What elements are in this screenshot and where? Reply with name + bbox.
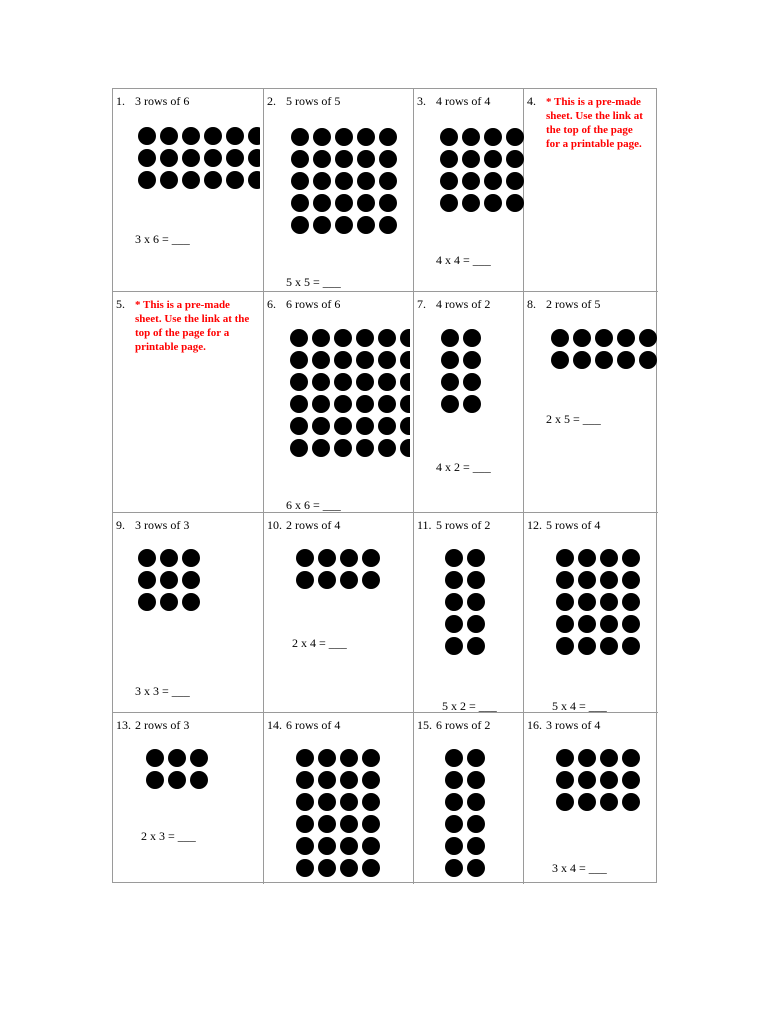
problem-title: 6 rows of 2	[436, 718, 491, 732]
dot	[362, 793, 380, 811]
dot	[312, 329, 330, 347]
dot	[400, 439, 410, 457]
dot	[318, 837, 336, 855]
problem-title: 2 rows of 5	[546, 297, 601, 311]
problem-number: 7.	[417, 297, 426, 311]
problem-number: 1.	[116, 94, 125, 108]
problem-number: 5.	[116, 297, 125, 311]
dot	[445, 771, 463, 789]
dot	[622, 571, 640, 589]
dot	[334, 417, 352, 435]
multiplication-equation: 3 x 3 = ___	[135, 684, 190, 698]
dot	[622, 549, 640, 567]
dot	[146, 771, 164, 789]
worksheet-grid	[112, 88, 657, 883]
dot	[378, 351, 396, 369]
dot	[335, 128, 353, 146]
dot	[182, 171, 200, 189]
dot	[296, 771, 314, 789]
problem-title: 3 rows of 6	[135, 94, 190, 108]
dot	[445, 571, 463, 589]
dot	[160, 593, 178, 611]
dot	[379, 128, 397, 146]
dot	[334, 395, 352, 413]
dot	[639, 351, 657, 369]
dot-array	[445, 749, 485, 877]
dot-array	[551, 329, 657, 369]
problem-number: 4.	[527, 94, 536, 108]
dot	[160, 549, 178, 567]
problem-title: 4 rows of 4	[436, 94, 491, 108]
dot	[445, 859, 463, 877]
dot	[340, 793, 358, 811]
problem-cell-6	[264, 292, 414, 513]
dot	[639, 329, 657, 347]
dot	[313, 150, 331, 168]
problem-number: 12.	[527, 518, 542, 532]
dot	[182, 549, 200, 567]
dot	[467, 837, 485, 855]
dot	[551, 329, 569, 347]
dot	[445, 815, 463, 833]
dot	[400, 351, 410, 369]
dot	[400, 395, 410, 413]
dot	[340, 815, 358, 833]
dot	[378, 395, 396, 413]
dot	[334, 439, 352, 457]
problem-number: 10.	[267, 518, 282, 532]
dot	[467, 815, 485, 833]
problem-title: 3 rows of 3	[135, 518, 190, 532]
dot	[445, 749, 463, 767]
premade-sheet-notice: * This is a pre-made sheet. Use the link at the top of the page for a printable page.	[135, 299, 250, 353]
dot	[356, 351, 374, 369]
problem-cell-16	[524, 713, 658, 884]
dot	[378, 329, 396, 347]
problem-title: 5 rows of 2	[436, 518, 491, 532]
dot	[248, 149, 260, 167]
problem-number: 13.	[116, 718, 131, 732]
dot	[226, 171, 244, 189]
dot	[138, 149, 156, 167]
dot	[379, 194, 397, 212]
dot	[362, 815, 380, 833]
dot	[578, 749, 596, 767]
dot	[556, 593, 574, 611]
dot	[357, 128, 375, 146]
dot	[400, 373, 410, 391]
dot	[467, 637, 485, 655]
dot	[146, 749, 164, 767]
dot	[296, 815, 314, 833]
dot	[296, 749, 314, 767]
multiplication-equation: 4 x 4 = ___	[436, 253, 491, 267]
dot	[290, 373, 308, 391]
dot	[291, 128, 309, 146]
dot	[290, 417, 308, 435]
dot	[484, 172, 502, 190]
dot	[190, 749, 208, 767]
dot	[190, 771, 208, 789]
dot	[441, 351, 459, 369]
dot	[467, 615, 485, 633]
dot	[556, 549, 574, 567]
problem-number: 9.	[116, 518, 125, 532]
dot	[617, 329, 635, 347]
dot	[467, 593, 485, 611]
dot	[168, 771, 186, 789]
dot	[182, 593, 200, 611]
dot	[600, 549, 618, 567]
dot	[356, 439, 374, 457]
problem-title: 6 rows of 6	[286, 297, 341, 311]
dot	[595, 351, 613, 369]
dot	[622, 749, 640, 767]
dot	[318, 571, 336, 589]
dot	[290, 329, 308, 347]
dot	[160, 571, 178, 589]
dot	[622, 793, 640, 811]
multiplication-equation: 5 x 5 = ___	[286, 275, 341, 289]
dot	[440, 194, 458, 212]
dot	[463, 329, 481, 347]
dot	[506, 128, 524, 146]
problem-number: 8.	[527, 297, 536, 311]
dot	[318, 771, 336, 789]
dot-array	[296, 749, 380, 877]
dot	[312, 351, 330, 369]
dot	[600, 593, 618, 611]
dot-array	[556, 549, 640, 655]
dot	[290, 395, 308, 413]
dot	[313, 216, 331, 234]
dot	[313, 194, 331, 212]
dot	[378, 439, 396, 457]
dot	[379, 216, 397, 234]
dot	[204, 171, 222, 189]
dot	[356, 395, 374, 413]
dot	[484, 128, 502, 146]
multiplication-equation: 4 x 2 = ___	[436, 460, 491, 474]
dot	[160, 149, 178, 167]
dot	[573, 329, 591, 347]
dot	[318, 815, 336, 833]
dot	[296, 549, 314, 567]
dot	[463, 351, 481, 369]
dot	[556, 571, 574, 589]
dot-array	[146, 749, 208, 789]
dot	[622, 637, 640, 655]
dot-array	[445, 549, 485, 655]
dot	[463, 395, 481, 413]
dot	[463, 373, 481, 391]
dot	[445, 837, 463, 855]
problem-number: 14.	[267, 718, 282, 732]
multiplication-equation: 5 x 4 = ___	[552, 699, 607, 713]
dot	[182, 571, 200, 589]
dot	[312, 417, 330, 435]
dot	[340, 837, 358, 855]
multiplication-equation: 2 x 5 = ___	[546, 412, 601, 426]
dot	[335, 172, 353, 190]
dot	[440, 150, 458, 168]
dot	[378, 417, 396, 435]
dot	[622, 615, 640, 633]
problem-number: 2.	[267, 94, 276, 108]
dot	[556, 637, 574, 655]
problem-cell-13	[113, 713, 264, 884]
problem-title: 5 rows of 5	[286, 94, 341, 108]
dot	[445, 793, 463, 811]
dot	[290, 439, 308, 457]
dot	[291, 150, 309, 168]
dot	[340, 859, 358, 877]
problem-cell-9	[113, 513, 264, 713]
problem-cell-2	[264, 89, 414, 292]
dot	[334, 351, 352, 369]
dot	[556, 793, 574, 811]
problem-number: 16.	[527, 718, 542, 732]
dot	[467, 771, 485, 789]
dot	[313, 128, 331, 146]
dot	[296, 793, 314, 811]
dot	[622, 771, 640, 789]
dot	[248, 171, 260, 189]
dot	[291, 216, 309, 234]
dot	[578, 793, 596, 811]
dot	[160, 127, 178, 145]
dot	[600, 615, 618, 633]
problem-title: 6 rows of 4	[286, 718, 341, 732]
premade-sheet-notice: * This is a pre-made sheet. Use the link at the top of the page for a printable page.	[546, 96, 643, 150]
problem-cell-8	[524, 292, 658, 513]
dot-array	[138, 127, 260, 189]
problem-cell-15	[414, 713, 524, 884]
dot	[182, 127, 200, 145]
dot	[160, 171, 178, 189]
dot	[578, 637, 596, 655]
dot	[334, 373, 352, 391]
dot-array	[556, 749, 640, 811]
dot	[182, 149, 200, 167]
problem-title: 3 rows of 4	[546, 718, 601, 732]
dot	[334, 329, 352, 347]
dot	[226, 149, 244, 167]
problem-cell-4	[524, 89, 658, 292]
dot	[600, 793, 618, 811]
dot	[441, 329, 459, 347]
dot	[356, 417, 374, 435]
dot	[467, 749, 485, 767]
dot	[335, 150, 353, 168]
dot-array	[291, 128, 397, 234]
dot	[445, 615, 463, 633]
dot	[578, 593, 596, 611]
dot	[296, 571, 314, 589]
dot	[335, 194, 353, 212]
problem-cell-10	[264, 513, 414, 713]
multiplication-equation: 6 x 6 = ___	[286, 498, 341, 512]
dot	[551, 351, 569, 369]
problem-cell-12	[524, 513, 658, 713]
problem-cell-5	[113, 292, 264, 513]
dot	[600, 749, 618, 767]
problem-title: 2 rows of 4	[286, 518, 341, 532]
dot	[138, 171, 156, 189]
problem-number: 11.	[417, 518, 432, 532]
dot	[204, 127, 222, 145]
dot-array	[440, 128, 524, 212]
dot	[484, 150, 502, 168]
dot	[362, 549, 380, 567]
dot	[617, 351, 635, 369]
problem-cell-7	[414, 292, 524, 513]
dot	[226, 127, 244, 145]
dot	[357, 216, 375, 234]
dot	[356, 373, 374, 391]
dot	[441, 395, 459, 413]
problem-number: 3.	[417, 94, 426, 108]
multiplication-equation: 2 x 3 = ___	[141, 829, 196, 843]
problem-title: 5 rows of 4	[546, 518, 601, 532]
dot	[600, 571, 618, 589]
problem-cell-1	[113, 89, 264, 292]
dot	[467, 549, 485, 567]
dot	[362, 859, 380, 877]
dot	[467, 793, 485, 811]
problem-cell-11	[414, 513, 524, 713]
dot	[440, 128, 458, 146]
dot	[362, 749, 380, 767]
dot	[600, 637, 618, 655]
dot	[400, 329, 410, 347]
dot	[379, 150, 397, 168]
dot	[556, 771, 574, 789]
dot	[340, 749, 358, 767]
dot	[400, 417, 410, 435]
dot	[357, 150, 375, 168]
dot	[462, 172, 480, 190]
dot-array	[138, 549, 200, 611]
dot	[578, 571, 596, 589]
dot-array	[290, 329, 410, 457]
dot	[296, 859, 314, 877]
dot	[318, 793, 336, 811]
dot	[138, 127, 156, 145]
multiplication-equation: 3 x 6 = ___	[135, 232, 190, 246]
dot	[340, 549, 358, 567]
problem-title: 4 rows of 2	[436, 297, 491, 311]
dot	[138, 593, 156, 611]
dot	[622, 593, 640, 611]
dot	[362, 771, 380, 789]
dot	[290, 351, 308, 369]
dot	[318, 859, 336, 877]
dot	[506, 150, 524, 168]
dot	[445, 637, 463, 655]
dot	[595, 329, 613, 347]
dot	[318, 749, 336, 767]
dot	[556, 749, 574, 767]
dot	[362, 837, 380, 855]
dot	[445, 593, 463, 611]
dot	[506, 194, 524, 212]
dot	[356, 329, 374, 347]
dot	[340, 771, 358, 789]
dot	[440, 172, 458, 190]
dot	[578, 615, 596, 633]
dot	[441, 373, 459, 391]
problem-cell-14	[264, 713, 414, 884]
dot	[291, 194, 309, 212]
dot	[248, 127, 260, 145]
multiplication-equation: 3 x 4 = ___	[552, 861, 607, 875]
dot	[462, 150, 480, 168]
dot-array	[296, 549, 380, 589]
dot	[556, 615, 574, 633]
dot	[168, 749, 186, 767]
dot	[573, 351, 591, 369]
dot	[578, 771, 596, 789]
dot	[318, 549, 336, 567]
dot	[313, 172, 331, 190]
dot	[340, 571, 358, 589]
dot	[335, 216, 353, 234]
dot-array	[441, 329, 481, 413]
dot	[378, 373, 396, 391]
dot	[379, 172, 397, 190]
dot	[296, 837, 314, 855]
dot	[445, 549, 463, 567]
dot	[312, 373, 330, 391]
dot	[462, 128, 480, 146]
dot	[138, 571, 156, 589]
dot	[484, 194, 502, 212]
dot	[362, 571, 380, 589]
dot	[312, 395, 330, 413]
multiplication-equation: 5 x 2 = ___	[442, 699, 497, 713]
dot	[462, 194, 480, 212]
multiplication-equation: 2 x 4 = ___	[292, 636, 347, 650]
dot	[600, 771, 618, 789]
problem-number: 15.	[417, 718, 432, 732]
dot	[357, 172, 375, 190]
dot	[138, 549, 156, 567]
dot	[506, 172, 524, 190]
dot	[204, 149, 222, 167]
dot	[467, 859, 485, 877]
dot	[291, 172, 309, 190]
dot	[312, 439, 330, 457]
problem-number: 6.	[267, 297, 276, 311]
problem-cell-3	[414, 89, 524, 292]
dot	[578, 549, 596, 567]
dot	[357, 194, 375, 212]
problem-title: 2 rows of 3	[135, 718, 190, 732]
dot	[467, 571, 485, 589]
